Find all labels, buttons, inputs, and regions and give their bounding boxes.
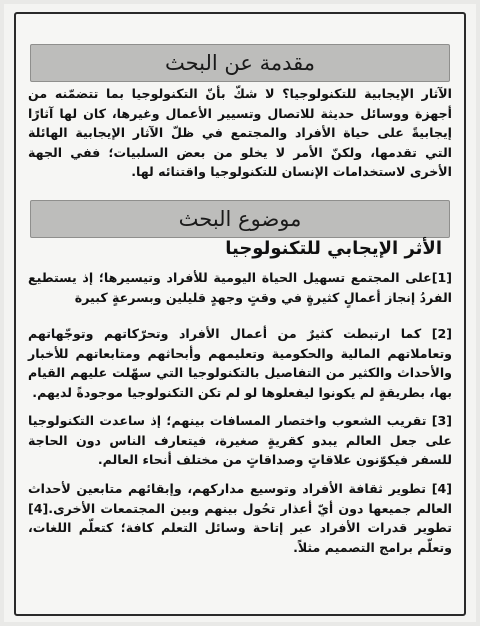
item-number: [2]: [431, 326, 452, 341]
item-number: [4]: [431, 481, 453, 496]
item-number: [3]: [431, 413, 452, 428]
item-text: كما ارتبطت كثيرٌ من أعمال الأفراد وتحرّكاتهم وتوجّهاتهم وتعاملاتهم المالية والحكومية وتعليمهم وأبحاثهم ومتابعاتهم للأخبار والأحداث والكثير من التفاصيل بالتكنولوجيا التي سهّلت عليهم القيام بها، بطريقةٍ لم يكونوا ليفعلوها لو لم تكن التكنولوجيا موجودةً لديهم.: [28, 326, 452, 400]
intro-paragraph: الآثار الإيجابية للتكنولوجيا؟ لا شكّ بأنّ التكنولوجيا بما تتضمّنه من أجهزة ووسائل حديثة للاتصال وتسيير الأعمال وغيرها، كان لها آثارًا إيجابيةً على حياة الأفراد والمجتمع في ظلّ الآثار الإيجابية الهائلة التي تقدمها، ولكنّ الأمر لا يخلو من بعض السلبيات؛ ففي الجهة الأخرى لاستخدامات الإنسان للتكنولوجيا واقتنائه لها.: [28, 86, 452, 179]
list-item: [28, 479, 452, 557]
item-text: تقريب الشعوب واختصار المسافات بينهم؛ إذ ساعدت التكنولوجيا على جعل العالم يبدو كقريةٍ صغيرة، فيتعارف الناس دون الحاجة للسفر فيكوّنون علاقاتٍ وصداقاتٍ من مختلف أنحاء العالم.: [28, 413, 452, 467]
topic-section-heading: موضوع البحث: [30, 200, 450, 238]
item-text: تطوير ثقافة الأفراد وتوسيع مداركهم، وإبقائهم متابعين لأحداث العالم جميعها دون أيّ أعذار تحُول بينهم وبين المجتمعات الأخرى.[4] تطوير قدرات الأفراد عبر إتاحة وسائل التعلم كافة؛ كتعلّم اللغات، وتعلّم برامج التصميم مثلاً.: [28, 481, 452, 555]
list-item: [28, 268, 452, 307]
list-item: [28, 411, 452, 470]
document-page: [4, 4, 476, 622]
item-text: على المجتمع تسهيل الحياة اليومية للأفراد وتيسيرها؛ إذ يستطيع الفردُ إنجاز أعمالٍ كثيرةٍ في وقتٍ وجهدٍ قليلين وبسرعةٍ كبيرة: [28, 270, 452, 305]
topic-subtitle: الأثر الإيجابي للتكنولوجيا: [225, 238, 442, 259]
list-item: [28, 324, 452, 402]
intro-section-heading: مقدمة عن البحث: [30, 44, 450, 82]
item-number: [1]: [431, 270, 452, 285]
